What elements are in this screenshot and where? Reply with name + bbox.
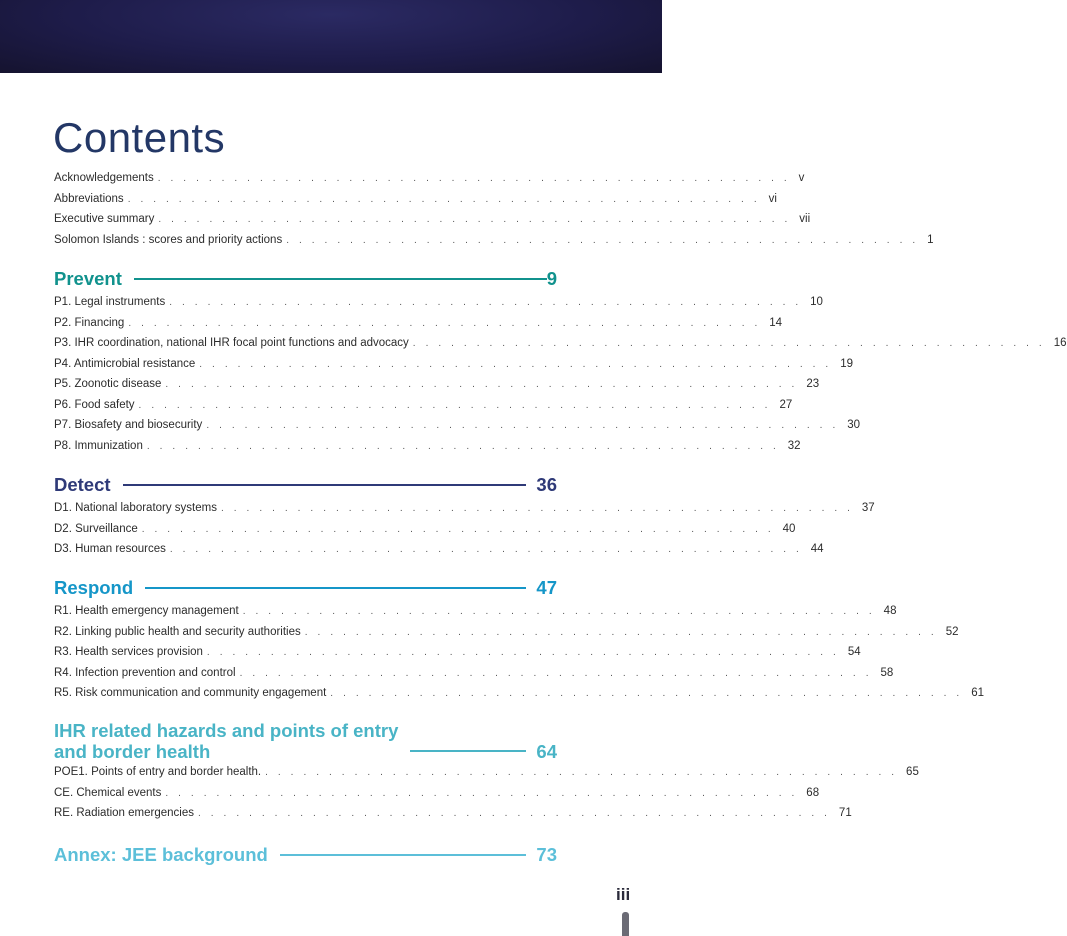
section-heading-prevent[interactable] (54, 266, 557, 292)
toc-entry-page: 71 (838, 807, 852, 819)
section-heading-ihr[interactable] (54, 720, 557, 762)
toc-entry-label: R2. Linking public health and security authorities (54, 625, 301, 638)
toc-section-prevent (54, 266, 1067, 456)
dot-leader: .................................................. (286, 234, 926, 246)
dot-leader: .................................................. (412, 338, 1052, 349)
dot-leader: .................................................. (220, 503, 860, 514)
toc-entry-page: 40 (782, 522, 796, 535)
dot-leader: .................................................. (127, 193, 767, 205)
toc-entry[interactable] (54, 762, 919, 783)
section-heading-respond[interactable] (54, 575, 557, 601)
toc-entry-label: Solomon Islands : scores and priority actions (54, 233, 283, 246)
section-title: Annex: JEE background (54, 844, 268, 865)
toc-entry-page: 65 (906, 766, 919, 778)
toc-entry-label: R1. Health emergency management (54, 605, 239, 617)
toc-entry-label: P4. Antimicrobial resistance (54, 357, 196, 370)
toc-entry-page: v (798, 172, 805, 184)
toc-entry[interactable] (54, 415, 861, 436)
toc-entry-page: 68 (806, 786, 820, 799)
toc-entry-label: R5. Risk communication and community engagement (54, 687, 327, 699)
toc-entry-page: vii (799, 213, 811, 225)
dot-leader: .................................................. (165, 787, 805, 799)
toc-entry-page: 30 (847, 419, 861, 431)
dot-leader: .................................................. (199, 358, 839, 370)
toc-section-ihr (54, 720, 919, 824)
toc-entry[interactable] (54, 683, 985, 704)
toc-entry-page: 54 (847, 646, 861, 658)
toc-entry[interactable] (54, 436, 801, 457)
toc-entry-page: 16 (1053, 337, 1067, 349)
toc-entry-label: Acknowledgements (54, 172, 154, 184)
toc-entry[interactable] (54, 539, 824, 560)
toc-entry-label: P3. IHR coordination, national IHR focal point functions and advocacy (54, 337, 409, 349)
toc-entry[interactable] (54, 354, 853, 375)
section-page: 73 (536, 844, 557, 865)
toc-entry-label: D2. Surveillance (54, 522, 138, 535)
toc-section-detect (54, 472, 875, 560)
section-title: Detect (54, 474, 111, 495)
page-title: Contents (53, 114, 226, 161)
dot-leader: .................................................. (330, 688, 970, 699)
heading-rule (134, 278, 547, 280)
toc-entry[interactable] (54, 622, 959, 643)
toc-entry-page: 61 (971, 687, 985, 699)
dot-leader: .................................................. (128, 317, 768, 329)
toc-entry-label: P2. Financing (54, 316, 125, 329)
toc-entry[interactable] (54, 313, 783, 334)
toc-entry-page: 44 (810, 543, 824, 555)
toc-entry-label: P5. Zoonotic disease (54, 378, 162, 390)
toc-entry[interactable] (54, 642, 861, 663)
toc-entry-page: 37 (861, 502, 875, 514)
toc-entry-label: P6. Food safety (54, 398, 135, 411)
toc-entry-page: 10 (810, 296, 823, 308)
toc-entry-page: 14 (769, 316, 783, 329)
section-title (54, 720, 410, 762)
dot-leader: .................................................. (265, 767, 905, 778)
heading-rule (410, 750, 526, 752)
dot-leader: .................................................. (206, 420, 846, 431)
toc-entry[interactable] (54, 209, 811, 230)
toc-entry[interactable] (54, 230, 934, 251)
toc-entry-label: R3. Health services provision (54, 646, 203, 658)
toc-front-matter (54, 168, 934, 250)
page-edge-tab (622, 912, 629, 936)
section-title: Respond (54, 577, 134, 598)
toc-entry-page: 23 (806, 378, 820, 390)
section-page: 36 (536, 474, 557, 495)
toc-entry-label: D1. National laboratory systems (54, 502, 217, 514)
section-heading-annex[interactable] (54, 842, 557, 868)
dot-leader: .................................................. (141, 523, 781, 535)
section-page: 47 (536, 577, 557, 598)
toc-entry-label: P8. Immunization (54, 439, 143, 452)
dot-leader: .................................................. (169, 544, 809, 555)
toc-entry[interactable] (54, 783, 820, 804)
toc-entry[interactable] (54, 374, 820, 395)
toc-entry-page: 1 (927, 233, 934, 246)
dot-leader: .................................................. (239, 667, 879, 679)
heading-rule (123, 484, 527, 486)
toc-entry-label: D3. Human resources (54, 543, 166, 555)
dot-leader: .................................................. (165, 379, 805, 390)
toc-entry-label: POE1. Points of entry and border health. (54, 766, 262, 778)
dot-leader: .................................................. (138, 399, 778, 411)
toc-entry-label: R4. Infection prevention and control (54, 666, 236, 679)
toc-entry[interactable] (54, 168, 805, 189)
toc-entry-label: P7. Biosafety and biosecurity (54, 419, 203, 431)
toc-entry-label: CE. Chemical events (54, 786, 162, 799)
dot-leader: .................................................. (157, 173, 797, 184)
section-page: 9 (546, 268, 557, 289)
toc-entry-label: RE. Radiation emergencies (54, 807, 194, 819)
toc-entry[interactable] (54, 498, 875, 519)
toc-entry-page: 27 (779, 398, 793, 411)
toc-entry-page: 32 (787, 439, 801, 452)
heading-rule (145, 587, 526, 589)
toc-entry-label: Executive summary (54, 213, 155, 225)
toc-entry[interactable] (54, 333, 1067, 354)
dot-leader: .................................................. (146, 440, 786, 452)
dot-leader: .................................................. (206, 647, 846, 658)
toc-entry-page: 48 (883, 605, 897, 617)
dot-leader: .................................................. (158, 214, 798, 225)
heading-rule (280, 854, 527, 856)
section-title: Prevent (54, 268, 122, 289)
toc-entry[interactable] (54, 292, 823, 313)
toc-section-annex (54, 842, 557, 868)
toc-entry-page: 58 (880, 666, 894, 679)
toc-section-respond (54, 575, 985, 704)
toc-entry-page: vi (768, 192, 777, 205)
dot-leader: .................................................. (198, 808, 837, 819)
toc-entry-page: 52 (945, 625, 959, 638)
toc-entry[interactable] (54, 395, 793, 416)
page-number: iii (616, 885, 631, 904)
dot-leader: .................................................. (169, 297, 809, 308)
toc-entry-page: 19 (840, 357, 853, 370)
section-page: 64 (536, 741, 557, 762)
section-title-line2: and border health (54, 741, 211, 762)
dot-leader: .................................................. (242, 606, 882, 617)
header-banner (0, 0, 662, 73)
toc-entry[interactable] (54, 601, 897, 622)
toc-entry-label: P1. Legal instruments (54, 296, 166, 308)
dot-leader: .................................................. (304, 626, 944, 638)
section-heading-detect[interactable] (54, 472, 557, 498)
toc-entry-label: Abbreviations (54, 192, 124, 205)
toc-entry[interactable] (54, 519, 796, 540)
toc-entry[interactable] (54, 189, 777, 210)
toc-entry[interactable] (54, 803, 852, 824)
toc-entry[interactable] (54, 663, 894, 684)
section-title-line1: IHR related hazards and points of entry (54, 720, 399, 741)
